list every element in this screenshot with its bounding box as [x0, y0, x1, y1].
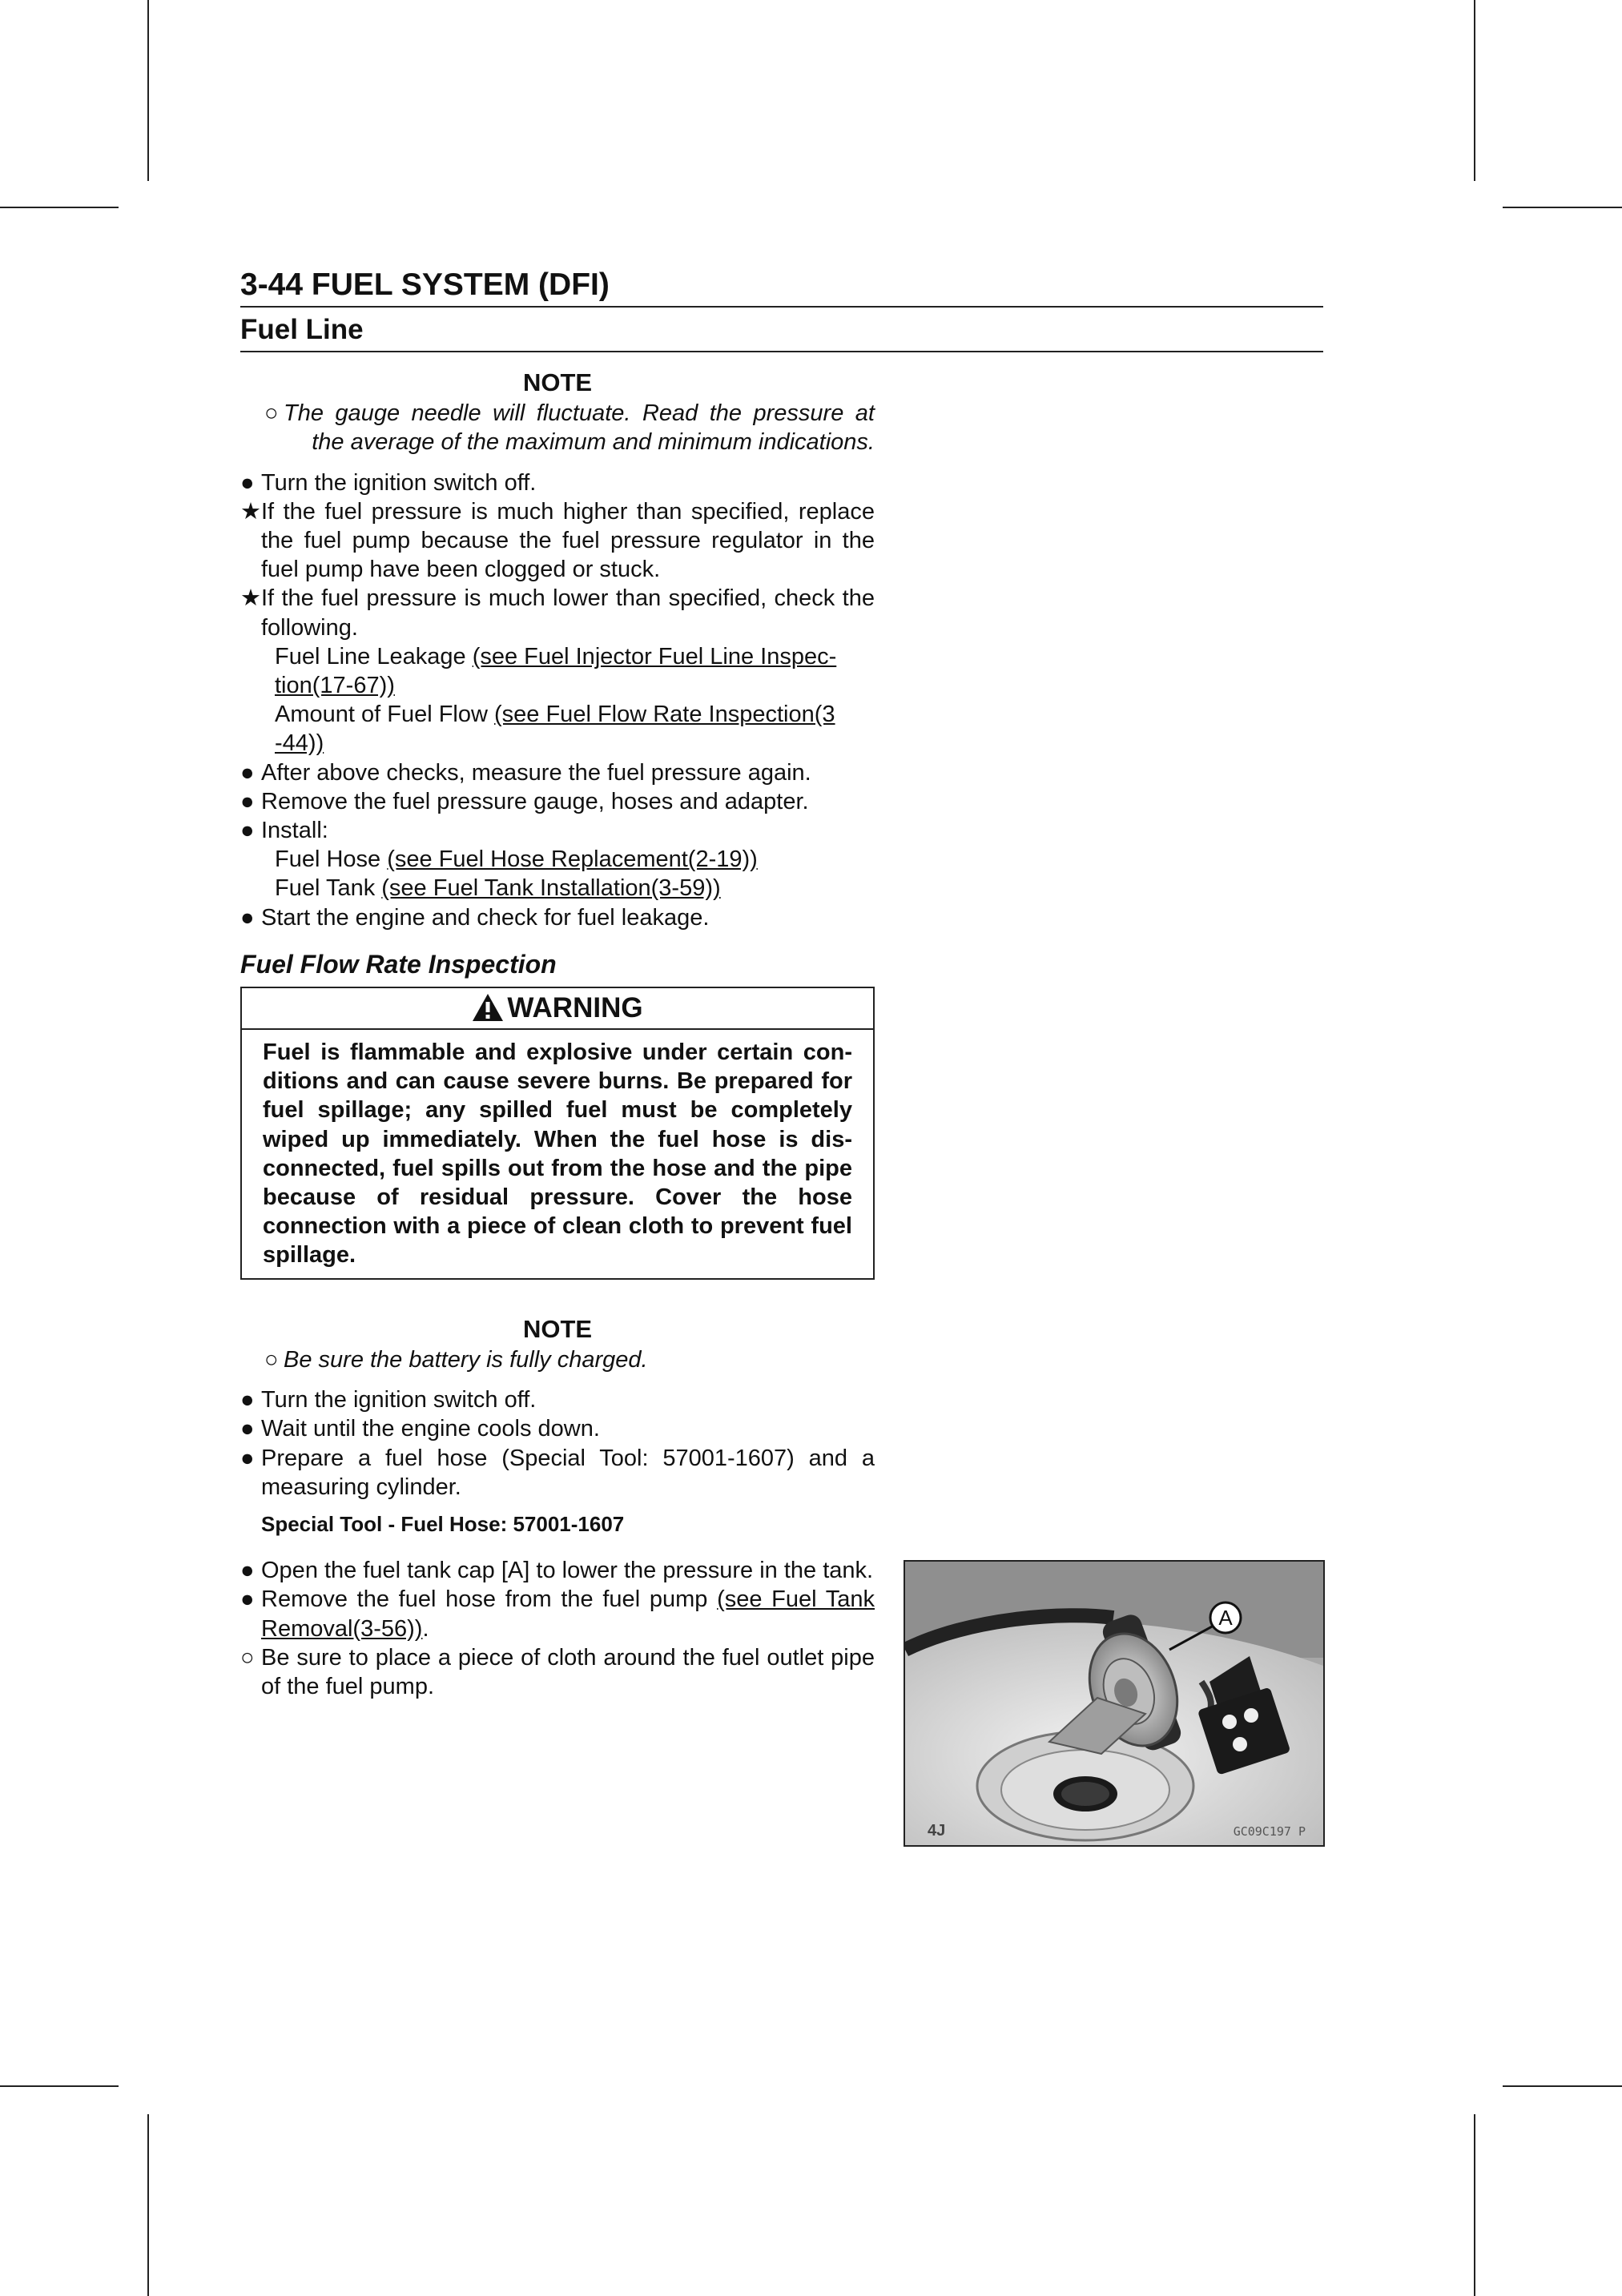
cross-reference-link[interactable]: (see Fuel Hose Replacement(2-19)): [387, 846, 758, 873]
check-item: [240, 700, 875, 758]
page-title: 3-44 FUEL SYSTEM (DFI): [240, 267, 610, 302]
main-column: [240, 368, 875, 1701]
crop-mark: [1474, 2114, 1475, 2296]
bullet-marker: ●: [240, 759, 255, 786]
fuel-tank-cap-photo: [904, 1560, 1325, 1847]
step-text-tail: .: [422, 1615, 429, 1642]
note-heading: NOTE: [522, 1314, 593, 1343]
check-item: [240, 642, 875, 700]
step-text: Turn the ignition switch off.: [261, 469, 537, 496]
cross-reference-link[interactable]: (see Fuel Flow Rate Inspection(3 -44)): [275, 702, 835, 757]
crop-mark: [1503, 207, 1622, 208]
warning-heading: WARNING: [507, 992, 643, 1024]
list-item: [240, 1643, 875, 1701]
step-text: Remove the fuel hose from the fuel pump: [261, 1586, 718, 1613]
special-tool-line: Special Tool - Fuel Hose: 57001-1607: [261, 1511, 625, 1536]
check-label: Fuel Line Leakage: [275, 643, 473, 669]
step-text: Prepare a fuel hose (Special Tool: 57001-1607) and a measuring cylinder.: [261, 1445, 875, 1500]
list-item: [240, 497, 875, 585]
header-rule: [240, 306, 1323, 308]
step-text: Open the fuel tank cap [A] to lower the pressure in the tank.: [261, 1558, 874, 1584]
note-bullet: ○: [264, 400, 279, 427]
crop-mark: [147, 2114, 149, 2296]
bullet-marker: ●: [240, 1558, 255, 1584]
section-title: Fuel Line: [240, 314, 364, 345]
star-marker: ★: [240, 585, 261, 612]
bullet-marker: ●: [240, 469, 255, 496]
bullet-marker: ●: [240, 1445, 255, 1471]
note-heading: NOTE: [522, 368, 593, 396]
list-item: [240, 1444, 875, 1502]
list-item: [240, 1585, 875, 1643]
step-text: Wait until the engine cools down.: [261, 1416, 600, 1442]
step-text: Start the engine and check for fuel leakage.: [261, 904, 710, 931]
list-item: [240, 816, 875, 845]
crop-mark: [1503, 2085, 1622, 2087]
note-line: the average of the maximum and minimum indications.: [312, 429, 875, 456]
cross-reference-link[interactable]: (see Fuel Tank Removal(3-56)): [261, 1586, 875, 1642]
step-text: Remove the fuel pressure gauge, hoses and adapter.: [261, 788, 809, 814]
step-text: After above checks, measure the fuel pressure again.: [261, 759, 811, 786]
subsection-title: Fuel Flow Rate Inspection: [240, 949, 557, 979]
bullet-marker: ●: [240, 1586, 255, 1613]
note-line: The gauge needle will fluctuate. Read the pressure at: [284, 400, 875, 427]
cross-reference-link[interactable]: (see Fuel Tank Installation(3-59)): [381, 875, 721, 902]
section-rule: [240, 351, 1323, 352]
list-item: [240, 1414, 875, 1443]
crop-mark: [1474, 0, 1475, 181]
bullet-marker: ●: [240, 818, 255, 844]
note-block: [240, 1315, 875, 1374]
step-text: Install:: [261, 818, 328, 844]
install-label: Fuel Tank: [275, 875, 382, 902]
list-item: [240, 787, 875, 816]
step-text: If the fuel pressure is much lower than specified, check the following.: [261, 585, 875, 641]
corner-mark: 4J: [928, 1822, 946, 1840]
check-label: Amount of Fuel Flow: [275, 702, 494, 728]
warning-triangle-icon: [472, 993, 504, 1022]
note-line: Be sure the battery is fully charged.: [284, 1346, 648, 1373]
circle-marker: ○: [240, 1644, 255, 1671]
install-item: [240, 845, 875, 874]
bullet-marker: ●: [240, 904, 255, 931]
bullet-marker: ●: [240, 1387, 255, 1413]
warning-box: [240, 987, 875, 1280]
page-header: [240, 264, 1323, 352]
install-label: Fuel Hose: [275, 846, 388, 873]
crop-mark: [147, 0, 149, 181]
note-block: [240, 368, 875, 457]
note-text: [240, 399, 875, 456]
crop-mark: [0, 207, 119, 208]
warning-text: Fuel is flammable and explosive under certain con-ditions and can cause severe burns. Be prepared for fuel spillage; any spilled fuel must be completely wiped up immediately. When the fuel hose is dis-connected, fuel spills out from the hose and the pipe because of residual pressure. Cover the hose connection with a piece of clean cloth to prevent fuel spillage.: [263, 1039, 852, 1269]
step-text: Be sure to place a piece of cloth around the fuel outlet pipe of the fuel pump.: [261, 1644, 875, 1699]
callout-label: A: [1218, 1606, 1233, 1630]
bullet-marker: ●: [240, 788, 255, 814]
list-item: [240, 758, 875, 787]
warning-header: [242, 988, 873, 1030]
list-item: [240, 584, 875, 641]
list-item: [240, 1385, 875, 1414]
figure-code: GC09C197 P: [1233, 1824, 1306, 1839]
list-item: [240, 903, 875, 932]
install-item: [240, 874, 875, 903]
star-marker: ★: [240, 498, 261, 525]
note-text: [240, 1345, 875, 1374]
crop-mark: [0, 2085, 119, 2087]
cross-reference-link[interactable]: (see Fuel Injector Fuel Line Inspec-tion(17-67)): [275, 643, 837, 699]
note-bullet: ○: [264, 1346, 279, 1373]
list-item: [240, 1556, 875, 1585]
list-item: [240, 468, 875, 497]
bullet-marker: ●: [240, 1416, 255, 1442]
fuel-tank-illustration: [905, 1562, 1323, 1845]
step-text: If the fuel pressure is much higher than specified, replace the fuel pump because the fuel pressure regulator in the fuel pump have been clogged or stuck.: [261, 498, 875, 583]
step-text: Turn the ignition switch off.: [261, 1387, 537, 1413]
